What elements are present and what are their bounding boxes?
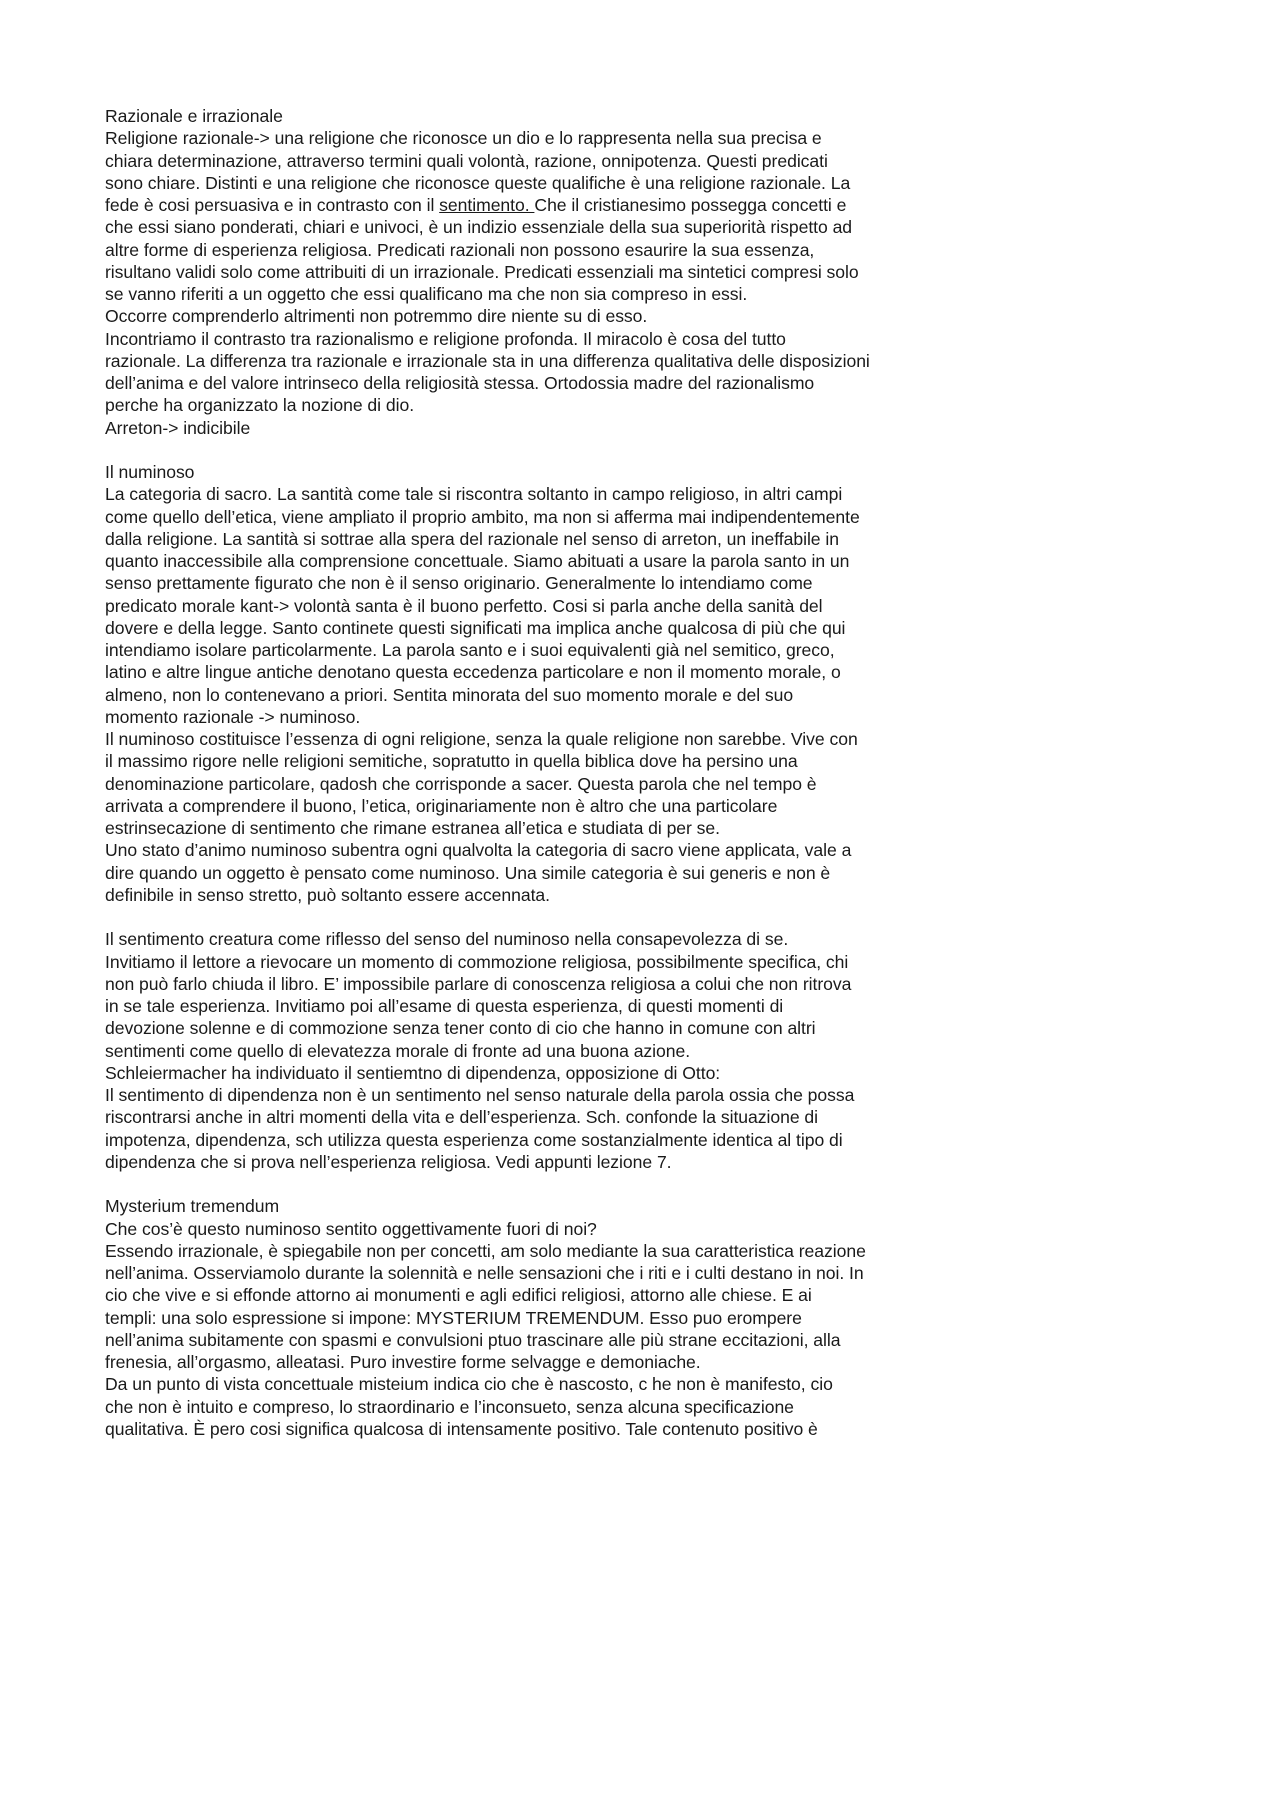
text-line: razionale. La differenza tra razionale e irrazionale sta in una differenza qualitativa delle disposizioni [105,350,870,371]
text-line: dire quando un oggetto è pensato come numinoso. Una simile categoria è sui generis e non è [105,862,831,883]
text-line: Uno stato d’animo numinoso subentra ogni qualvolta la categoria di sacro viene applicata, vale a [105,840,852,861]
text-line: Il sentimento creatura come riflesso del senso del numinoso nella consapevolezza di se. [105,929,789,950]
text-line: riscontrarsi anche in altri momenti della vita e dell’esperienza. Sch. confonde la situazione di [105,1107,819,1128]
text-line: nell’anima subitamente con spasmi e convulsioni ptuo trascinare alle più strane eccitazioni, alla [105,1329,841,1350]
text-line: altre forme di esperienza religiosa. Predicati razionali non possono esaurire la sua essenza, [105,239,815,260]
paragraph-spacer [105,1173,1010,1195]
text-line: templi: una solo espressione si impone: MYSTERIUM TREMENDUM. Esso puo erompere [105,1307,802,1328]
text-line: cio che vive e si effonde attorno ai monumenti e agli edifici religiosi, attorno alle chiese. E ai [105,1285,812,1306]
text-line: quanto inaccessibile alla comprensione concettuale. Siamo abituati a usare la parola santo in un [105,551,850,571]
text-line: sentimenti come quello di elevatezza morale di fronte ad una buona azione. [105,1040,691,1061]
text-line: arrivata a comprendere il buono, l’etica, originariamente non è altro che una particolare [105,795,778,816]
text-line: dovere e della legge. Santo continete questi significati ma implica anche qualcosa di più che qui [105,617,846,638]
text-line: perche ha organizzato la nozione di dio. [105,395,415,416]
section-heading: Razionale e irrazionale [105,106,283,126]
text-line: sono chiare. Distinti e una religione che riconosce queste qualifiche è una religione razionale. La [105,172,851,193]
text-line: Incontriamo il contrasto tra razionalismo e religione profonda. Il miracolo è cosa del tutto [105,328,786,349]
section-heading: Mysterium tremendum [105,1196,280,1217]
text-line: Da un punto di vista concettuale misteium indica cio che è nascosto, c he non è manifesto, cio [105,1374,833,1395]
text-line: latino e altre lingue antiche denotano questa eccedenza particolare e non il momento morale, o [105,662,841,683]
paragraph-spacer [105,439,1010,461]
text-line: nell’anima. Osserviamolo durante la solennità e nelle sensazioni che i riti e i culti destano in noi. In [105,1263,864,1283]
text-line: dipendenza che si prova nell’esperienza religiosa. Vedi appunti lezione 7. [105,1151,672,1172]
text-line: il massimo rigore nelle religioni semitiche, sopratutto in quella biblica dove ha persino una [105,751,798,772]
text-line: Schleiermacher ha individuato il sentiemtno di dipendenza, opposizione di Otto: [105,1062,721,1083]
text-line: risultano validi solo come attribuiti di un irrazionale. Predicati essenziali ma sintetici compresi solo [105,261,859,282]
text-line: impotenza, dipendenza, sch utilizza questa esperienza come sostanzialmente identica al tipo di [105,1129,843,1150]
text-line: in se tale esperienza. Invitiamo poi all’esame di questa esperienza, di questi momenti di [105,996,784,1016]
text-line: Religione razionale-> una religione che riconosce un dio e lo rappresenta nella sua precisa e [105,128,822,149]
text-line: se vanno riferiti a un oggetto che essi qualificano ma che non sia compreso in essi. [105,284,748,304]
paragraph-spacer [105,906,1010,928]
text-line: non può farlo chiuda il libro. E’ impossibile parlare di conoscenza religiosa a colui che non ritrova [105,973,852,994]
text-line: Essendo irrazionale, è spiegabile non per concetti, am solo mediante la sua caratteristica reazione [105,1240,866,1261]
text-line: Che cos’è questo numinoso sentito oggettivamente fuori di noi? [105,1218,597,1239]
text-line: Occorre comprenderlo altrimenti non potremmo dire niente su di esso. [105,306,648,327]
text-fragment: fede è cosi persuasiva e in contrasto con il [105,195,440,215]
text-line: devozione solenne e di commozione senza tener conto di cio che hanno in comune con altri [105,1018,816,1039]
text-line: momento razionale -> numinoso. [105,706,361,727]
text-line: Arreton-> indicibile [105,417,251,438]
text-line: che non è intuito e compreso, lo straordinario e l’inconsueto, senza alcuna specificazione [105,1396,794,1417]
text-line: definibile in senso stretto, può soltanto essere accennata. [105,884,550,905]
text-line: dell’anima e del valore intrinseco della religiosità stessa. Ortodossia madre del razionalismo [105,373,815,393]
text-line-with-underline [105,194,1010,216]
text-line: estrinsecazione di sentimento che rimane estranea all’etica e studiata di per se. [105,818,721,838]
text-line: chiara determinazione, attraverso termini quali volontà, razione, onnipotenza. Questi predicati [105,150,828,171]
text-line: Invitiamo il lettore a rievocare un momento di commozione religiosa, possibilmente specifica, chi [105,951,849,972]
text-line: come quello dell’etica, viene ampliato il proprio ambito, ma non si afferma mai indipendentemente [105,506,860,527]
document-body [105,105,1010,1440]
text-line: La categoria di sacro. La santità come tale si riscontra soltanto in campo religioso, in altri campi [105,484,843,505]
text-fragment: Che il cristianesimo possegga concetti e [534,195,847,215]
text-line: frenesia, all’orgasmo, alleatasi. Puro investire forme selvagge e demoniache. [105,1352,701,1372]
text-line: che essi siano ponderati, chiari e univoci, è un indizio essenziale della sua superiorità rispetto ad [105,217,853,238]
section-heading: Il numinoso [105,462,195,482]
text-line: qualitativa. È pero cosi significa qualcosa di intensamente positivo. Tale contenuto positivo è [105,1418,818,1439]
text-line: senso prettamente figurato che non è il senso originario. Generalmente lo intendiamo come [105,573,813,594]
text-line: almeno, non lo contenevano a priori. Sentita minorata del suo momento morale e del suo [105,684,794,705]
text-line: intendiamo isolare particolarmente. La parola santo e i suoi equivalenti già nel semitico, greco, [105,640,835,660]
text-line: Il sentimento di dipendenza non è un sentimento nel senso naturale della parola ossia che possa [105,1085,855,1105]
text-line: denominazione particolare, qadosh che corrisponde a sacer. Questa parola che nel tempo è [105,773,817,794]
text-line: Il numinoso costituisce l’essenza di ogni religione, senza la quale religione non sarebbe. Vive con [105,729,858,749]
text-line: predicato morale kant-> volontà santa è il buono perfetto. Cosi si parla anche della sanità del [105,595,823,616]
text-line: dalla religione. La santità si sottrae alla spera del razionale nel senso di arreton, un ineffabile in [105,528,839,549]
underlined-word: sentimento. [439,195,535,215]
